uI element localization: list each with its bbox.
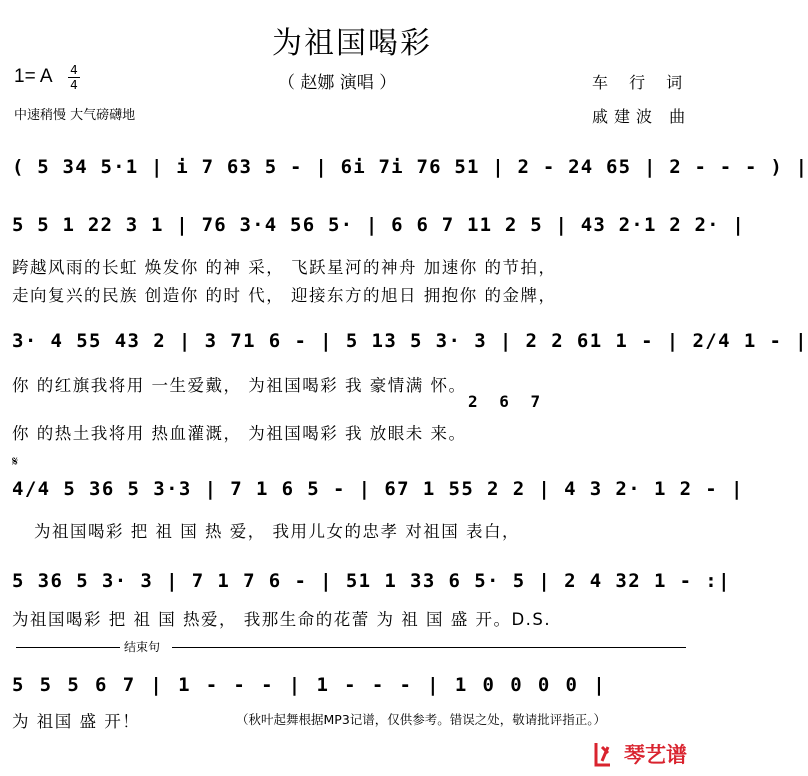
time-signature-bottom: 4 [70, 78, 78, 92]
notation-line-4: 4/4 5 36 5 3·3 | 7 1 6 5 - | 67 1 55 2 2 | 4 3 2· 1 2 - | [12, 478, 744, 500]
composer-credit: 戚建波 曲 [592, 107, 692, 126]
notation-line-3: 3· 4 55 43 2 | 3 71 6 - | 5 13 5 3· 3 | 2 2 61 1 - | 2/4 1 - | [12, 330, 808, 352]
time-signature-top: 4 [70, 63, 78, 77]
segno-icon: 𝄋 [12, 454, 19, 470]
transcription-footnote: （秋叶起舞根据MP3记谱，仅供参考。错误之处，敬请批评指正。） [236, 712, 607, 727]
lyricist-credit: 车 行 词 [592, 73, 691, 92]
coda-bracket-left [16, 647, 120, 648]
alternate-notes-verse-2: 2 6 7 [468, 392, 547, 411]
song-title: 为祖国喝彩 [272, 26, 432, 61]
tempo-marking: 中速稍慢 大气磅礴地 [14, 108, 136, 123]
key-signature: 1= A [14, 66, 53, 87]
coda-bracket-right [172, 647, 686, 648]
time-signature [68, 64, 80, 91]
notation-line-5: 5 36 5 3· 3 | 7 1 7 6 - | 51 1 33 6 5· 5 | 2 4 32 1 - :| [12, 570, 731, 592]
lyric-line-4: 为祖国喝彩 把 祖 国 热 爱， 我用儿女的忠孝 对祖国 表白， [34, 522, 520, 541]
watermark-text: 琴艺谱 [624, 743, 687, 767]
lyric-line-5: 为祖国喝彩 把 祖 国 热爱， 我那生命的花蕾 为 祖 国 盛 开。D.S. [12, 610, 552, 629]
lyric-line-2-verse-2: 走向复兴的民族 创造你 的时 代， 迎接东方的旭日 拥抱你 的金牌， [12, 286, 557, 305]
coda-label: 结束句 [124, 640, 161, 654]
lyric-line-6: 为 祖国 盛 开！ [12, 712, 141, 731]
notation-line-6: 5 5 5 6 7 | 1 - - - | 1 - - - | 1 0 0 0 0 | [12, 674, 608, 696]
notation-line-1: ( 5 34 5·1 | i 7 63 5 - | 6i 7i 76 51 | 2 - 24 65 | 2 - - - ) | [12, 156, 808, 178]
lyric-line-2-verse-1: 跨越风雨的长虹 焕发你 的神 采， 飞跃星河的神舟 加速你 的节拍， [12, 258, 557, 277]
notation-line-2: 5 5 1 22 3 1 | 76 3·4 56 5· | 6 6 7 11 2 5 | 43 2·1 2 2· | [12, 214, 746, 236]
qinyipu-logo-icon [592, 739, 702, 769]
lyric-line-3-verse-2: 你 的热土我将用 热血灌溉， 为祖国喝彩 我 放眼未 来。 [12, 424, 467, 443]
lyric-line-3-verse-1: 你 的红旗我将用 一生爱戴， 为祖国喝彩 我 豪情满 怀。 [12, 376, 467, 395]
singer-credit: （ 赵娜 演唱 ） [278, 73, 397, 93]
